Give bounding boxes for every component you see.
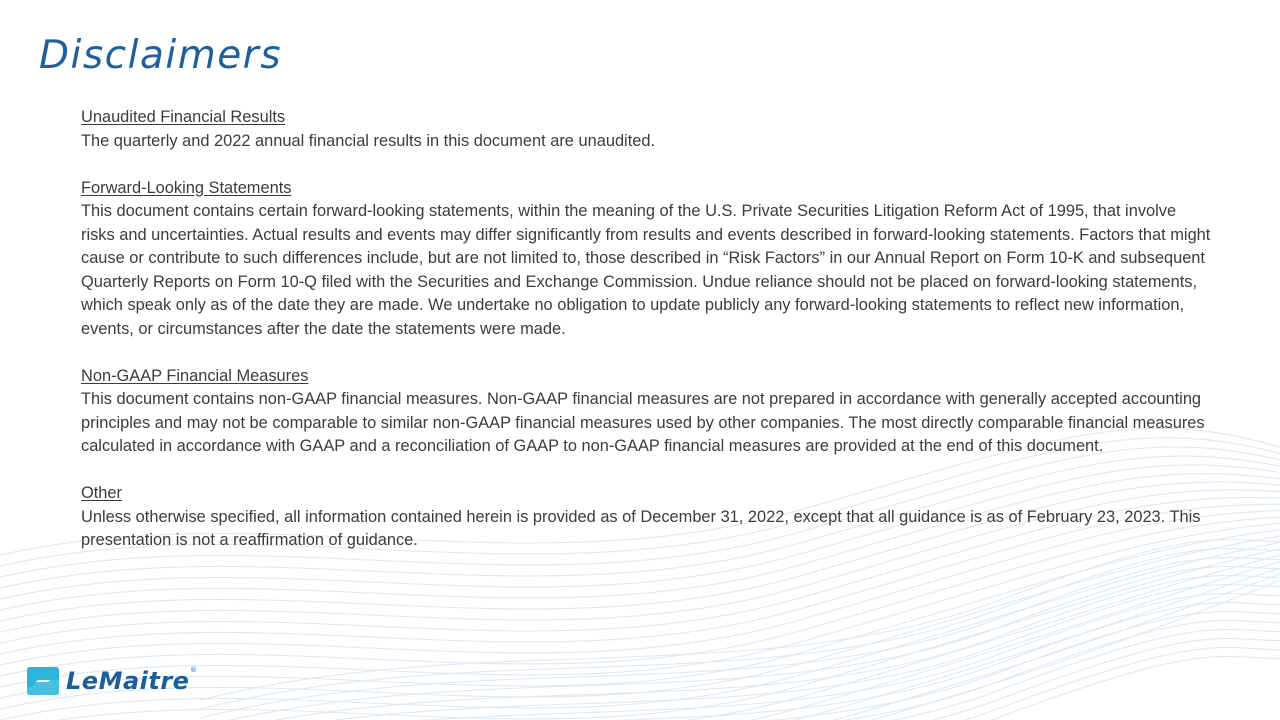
section-body: The quarterly and 2022 annual financial results in this document are unaudited. <box>81 131 656 150</box>
registered-mark: ® <box>189 666 198 674</box>
disclaimer-content <box>81 106 1211 576</box>
logo-name: LeMaitre <box>66 667 190 695</box>
lemaitre-logo <box>26 664 198 698</box>
wave-line <box>200 593 1280 720</box>
page-title: Disclaimers <box>39 33 283 78</box>
wave-line <box>200 575 1280 720</box>
section-body: This document contains non-GAAP financial measures. Non-GAAP financial measures are not prepared in accordance with generally accepted accounting principles and may not be comparable to similar non-GAAP financial measures used by other companies. The most directly comparable financial measures calculated in accordance with GAAP and a reconciliation of GAAP to non-GAAP financial measures are provided at the end of this document. <box>81 390 1205 455</box>
wave-line <box>0 560 1280 720</box>
wave-line <box>200 620 1280 720</box>
section-heading: Other <box>81 484 122 502</box>
wave-line <box>200 611 1280 720</box>
wave-line <box>200 647 1280 720</box>
lemaitre-wordmark <box>66 665 198 697</box>
wave-line <box>0 565 1280 720</box>
section-other <box>81 482 1211 553</box>
section-forward-looking-statements <box>81 177 1211 342</box>
section-heading: Forward-Looking Statements <box>81 178 292 197</box>
wave-line <box>200 656 1280 720</box>
section-heading: Non-GAAP Financial Measures <box>81 366 309 385</box>
wave-line <box>200 584 1280 720</box>
lemaitre-logo-mark-icon <box>26 665 60 697</box>
wave-line <box>0 555 1280 720</box>
section-heading: Unaudited Financial Results <box>81 108 286 126</box>
wave-line <box>200 566 1280 720</box>
wave-line <box>200 638 1280 720</box>
section-body: This document contains certain forward-looking statements, within the meaning of the U.S. Private Securities Litigation Reform Act of 1995, that involve risks and uncertainties. Actual results and events may differ significantly from results and events described in forward-looking statements. Factors that might cause or contribute to such differences include, but are not limited to, those described in “Risk Factors” in our Annual Report on Form 10-K and subsequent Quarterly Reports on Form 10-Q filed with the Securities and Exchange Commission. Undue reliance should not be placed on forward-looking statements, which speak only as of the date they are made. We undertake no obligation to update publicly any forward-looking statements to reflect new information, events, or circumstances after the date the statements were made. <box>81 202 1211 338</box>
wave-line <box>200 602 1280 720</box>
section-unaudited-financial-results <box>81 106 1211 153</box>
wave-line <box>200 557 1280 718</box>
wave-line <box>200 629 1280 720</box>
section-body: Unless otherwise specified, all information contained herein is provided as of December 31, 2022, except that all guidance is as of February 23, 2023. This presentation is not a reaffirmation of guidance. <box>81 507 1201 549</box>
section-non-gaap-financial-measures <box>81 365 1211 459</box>
